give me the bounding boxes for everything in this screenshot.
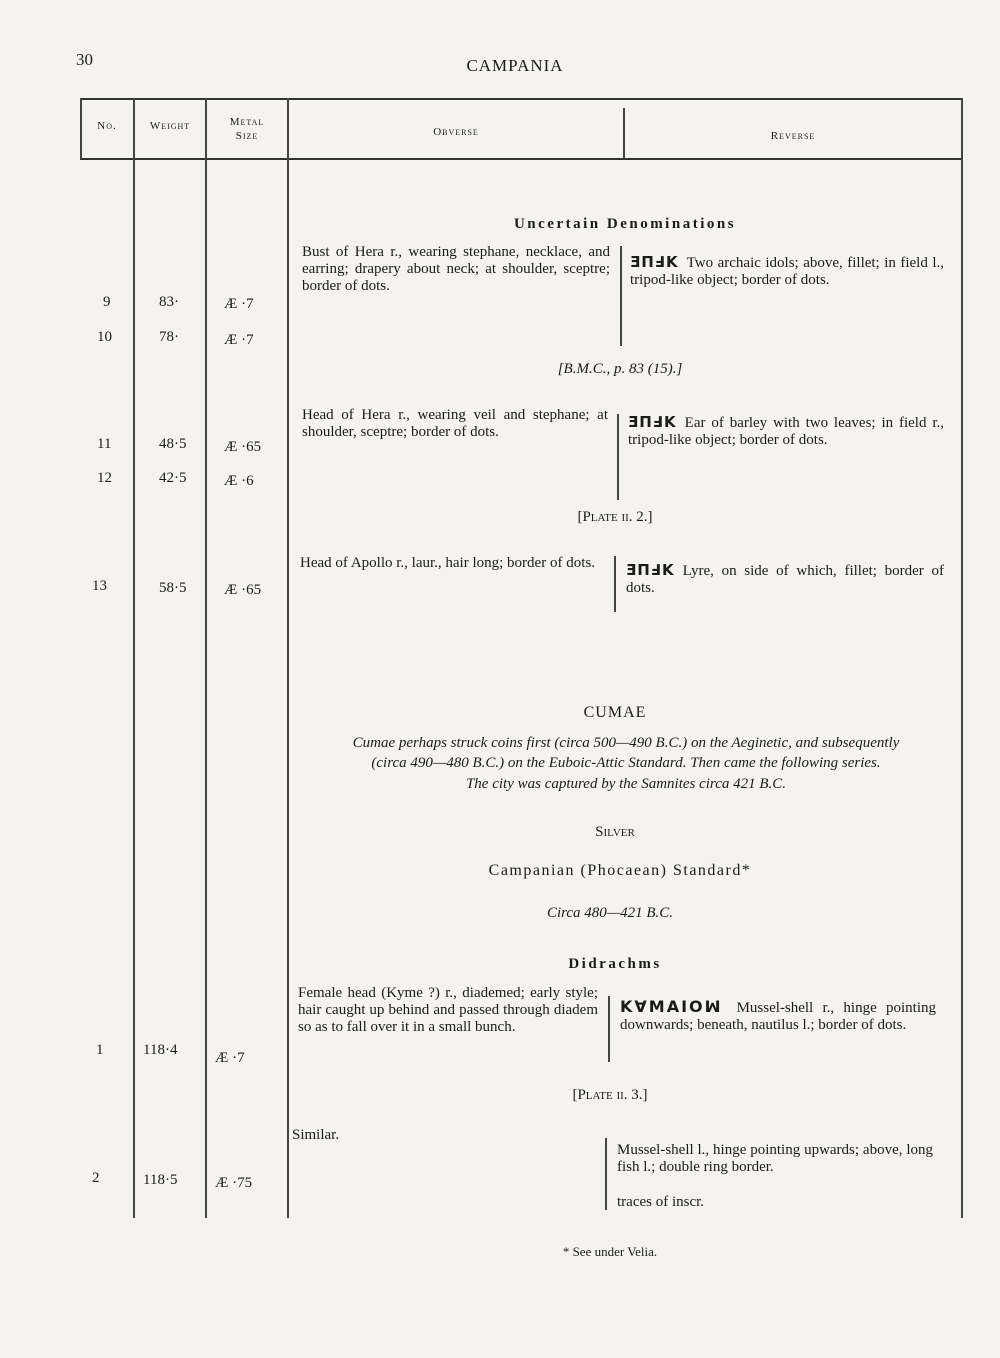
coin-inscription: ƎΠℲK bbox=[628, 413, 677, 431]
header-obverse: Obverse bbox=[433, 126, 479, 138]
obverse-description: Head of Hera r., wearing veil and stephane; at shoulder, sceptre; border of dots. bbox=[302, 407, 608, 440]
header-weight: Weight bbox=[149, 120, 191, 132]
date-heading: Circa 480—421 B.C. bbox=[546, 905, 674, 921]
obverse-description: Similar. bbox=[292, 1127, 340, 1143]
coin-number: 9 bbox=[103, 294, 111, 310]
coin-metal-size: Æ ·75 bbox=[215, 1175, 253, 1191]
reverse-description bbox=[626, 562, 944, 597]
coin-weight: 42·5 bbox=[159, 470, 187, 486]
cumae-title: CUMAE bbox=[583, 704, 647, 721]
cumae-intro-line1: Cumae perhaps struck coins first (circa 500—490 B.C.) on the Aeginetic, and subsequently bbox=[352, 735, 900, 751]
metal-heading: Silver bbox=[595, 824, 635, 840]
coin-number: 13 bbox=[92, 578, 107, 594]
coin-inscription: ƎΠℲK bbox=[626, 561, 675, 579]
obv-rev-divider bbox=[620, 246, 622, 346]
reverse-description: Mussel-shell l., hinge pointing upwards; above, long fish l.; double ring border. bbox=[617, 1142, 933, 1175]
reverse-note: traces of inscr. bbox=[617, 1194, 705, 1210]
coin-number: 10 bbox=[97, 329, 112, 345]
header-bottom-rule bbox=[80, 158, 962, 160]
coin-metal-size: Æ ·7 bbox=[224, 296, 254, 312]
coin-metal-size: Æ ·65 bbox=[224, 582, 262, 598]
obv-rev-divider bbox=[605, 1138, 607, 1210]
running-head: CAMPANIA bbox=[466, 56, 564, 75]
coin-weight: 48·5 bbox=[159, 436, 187, 452]
reverse-description bbox=[620, 998, 936, 1034]
col-rule-obverse bbox=[287, 98, 289, 1218]
obv-rev-divider bbox=[614, 556, 616, 612]
header-metal: Metal bbox=[229, 116, 265, 128]
obv-rev-divider bbox=[617, 414, 619, 500]
coin-weight: 58·5 bbox=[159, 580, 187, 596]
coin-inscription: ƎΠℲK bbox=[630, 253, 679, 271]
header-no: No. bbox=[97, 120, 117, 132]
reference-plate: [Plate ii. 2.] bbox=[577, 509, 653, 525]
reverse-text: Lyre, on side of which, fillet; border of dots. bbox=[626, 563, 944, 596]
standard-heading: Campanian (Phocaean) Standard* bbox=[488, 862, 752, 879]
reverse-description bbox=[628, 414, 944, 449]
header-reverse: Reverse bbox=[770, 130, 816, 142]
col-rule-weight bbox=[133, 98, 135, 1218]
reverse-text: Mussel-shell r., hinge pointing downwards; beneath, nautilus l.; border of dots. bbox=[620, 1000, 936, 1033]
obverse-description: Bust of Hera r., wearing stephane, necklace, and earring; drapery about neck; at shoulder, sceptre; border of dots. bbox=[302, 244, 610, 294]
reverse-text: Ear of barley with two leaves; in field r., tripod-like object; border of dots. bbox=[628, 415, 944, 448]
cumae-intro-line3: The city was captured by the Samnites circa 421 B.C. bbox=[465, 776, 787, 792]
coin-weight: 83· bbox=[159, 294, 179, 310]
coin-number: 2 bbox=[92, 1170, 100, 1186]
reverse-text: Two archaic idols; above, fillet; in field l., tripod-like object; border of dots. bbox=[630, 255, 944, 288]
page-number: 30 bbox=[76, 50, 93, 69]
obverse-description: Female head (Kyme ?) r., diademed; early style; hair caught up behind and passed through diadem so as to fall over it in a small bunch. bbox=[298, 985, 598, 1035]
reference-bmc: [B.M.C., p. 83 (15).] bbox=[557, 361, 683, 377]
section-heading-uncertain: Uncertain Denominations bbox=[513, 216, 737, 232]
obv-rev-divider bbox=[608, 996, 610, 1062]
coin-weight: 118·4 bbox=[143, 1042, 178, 1058]
table-right-rule bbox=[961, 98, 963, 1218]
col-rule-metal bbox=[205, 98, 207, 1218]
footnote: * See under Velia. bbox=[562, 1244, 658, 1259]
reverse-description bbox=[630, 254, 944, 289]
coin-number: 11 bbox=[97, 436, 112, 452]
header-size: Size bbox=[235, 130, 259, 142]
coin-metal-size: Æ ·65 bbox=[224, 439, 262, 455]
coin-number: 12 bbox=[97, 470, 112, 486]
coin-metal-size: Æ ·7 bbox=[215, 1050, 245, 1066]
coin-weight: 78· bbox=[159, 329, 179, 345]
coin-weight: 118·5 bbox=[143, 1172, 178, 1188]
coin-number: 1 bbox=[96, 1042, 104, 1058]
table-top-rule bbox=[80, 98, 962, 100]
coin-metal-size: Æ ·7 bbox=[224, 332, 254, 348]
denomination-heading: Didrachms bbox=[568, 956, 662, 972]
coin-metal-size: Æ ·6 bbox=[224, 473, 254, 489]
coin-inscription: KⱯMAIOꟽ bbox=[620, 997, 723, 1016]
obverse-description: Head of Apollo r., laur., hair long; border of dots. bbox=[300, 555, 595, 571]
reference-plate: [Plate ii. 3.] bbox=[572, 1087, 648, 1103]
cumae-intro-line2: (circa 490—480 B.C.) on the Euboic-Attic Standard. Then came the following series. bbox=[371, 755, 881, 771]
